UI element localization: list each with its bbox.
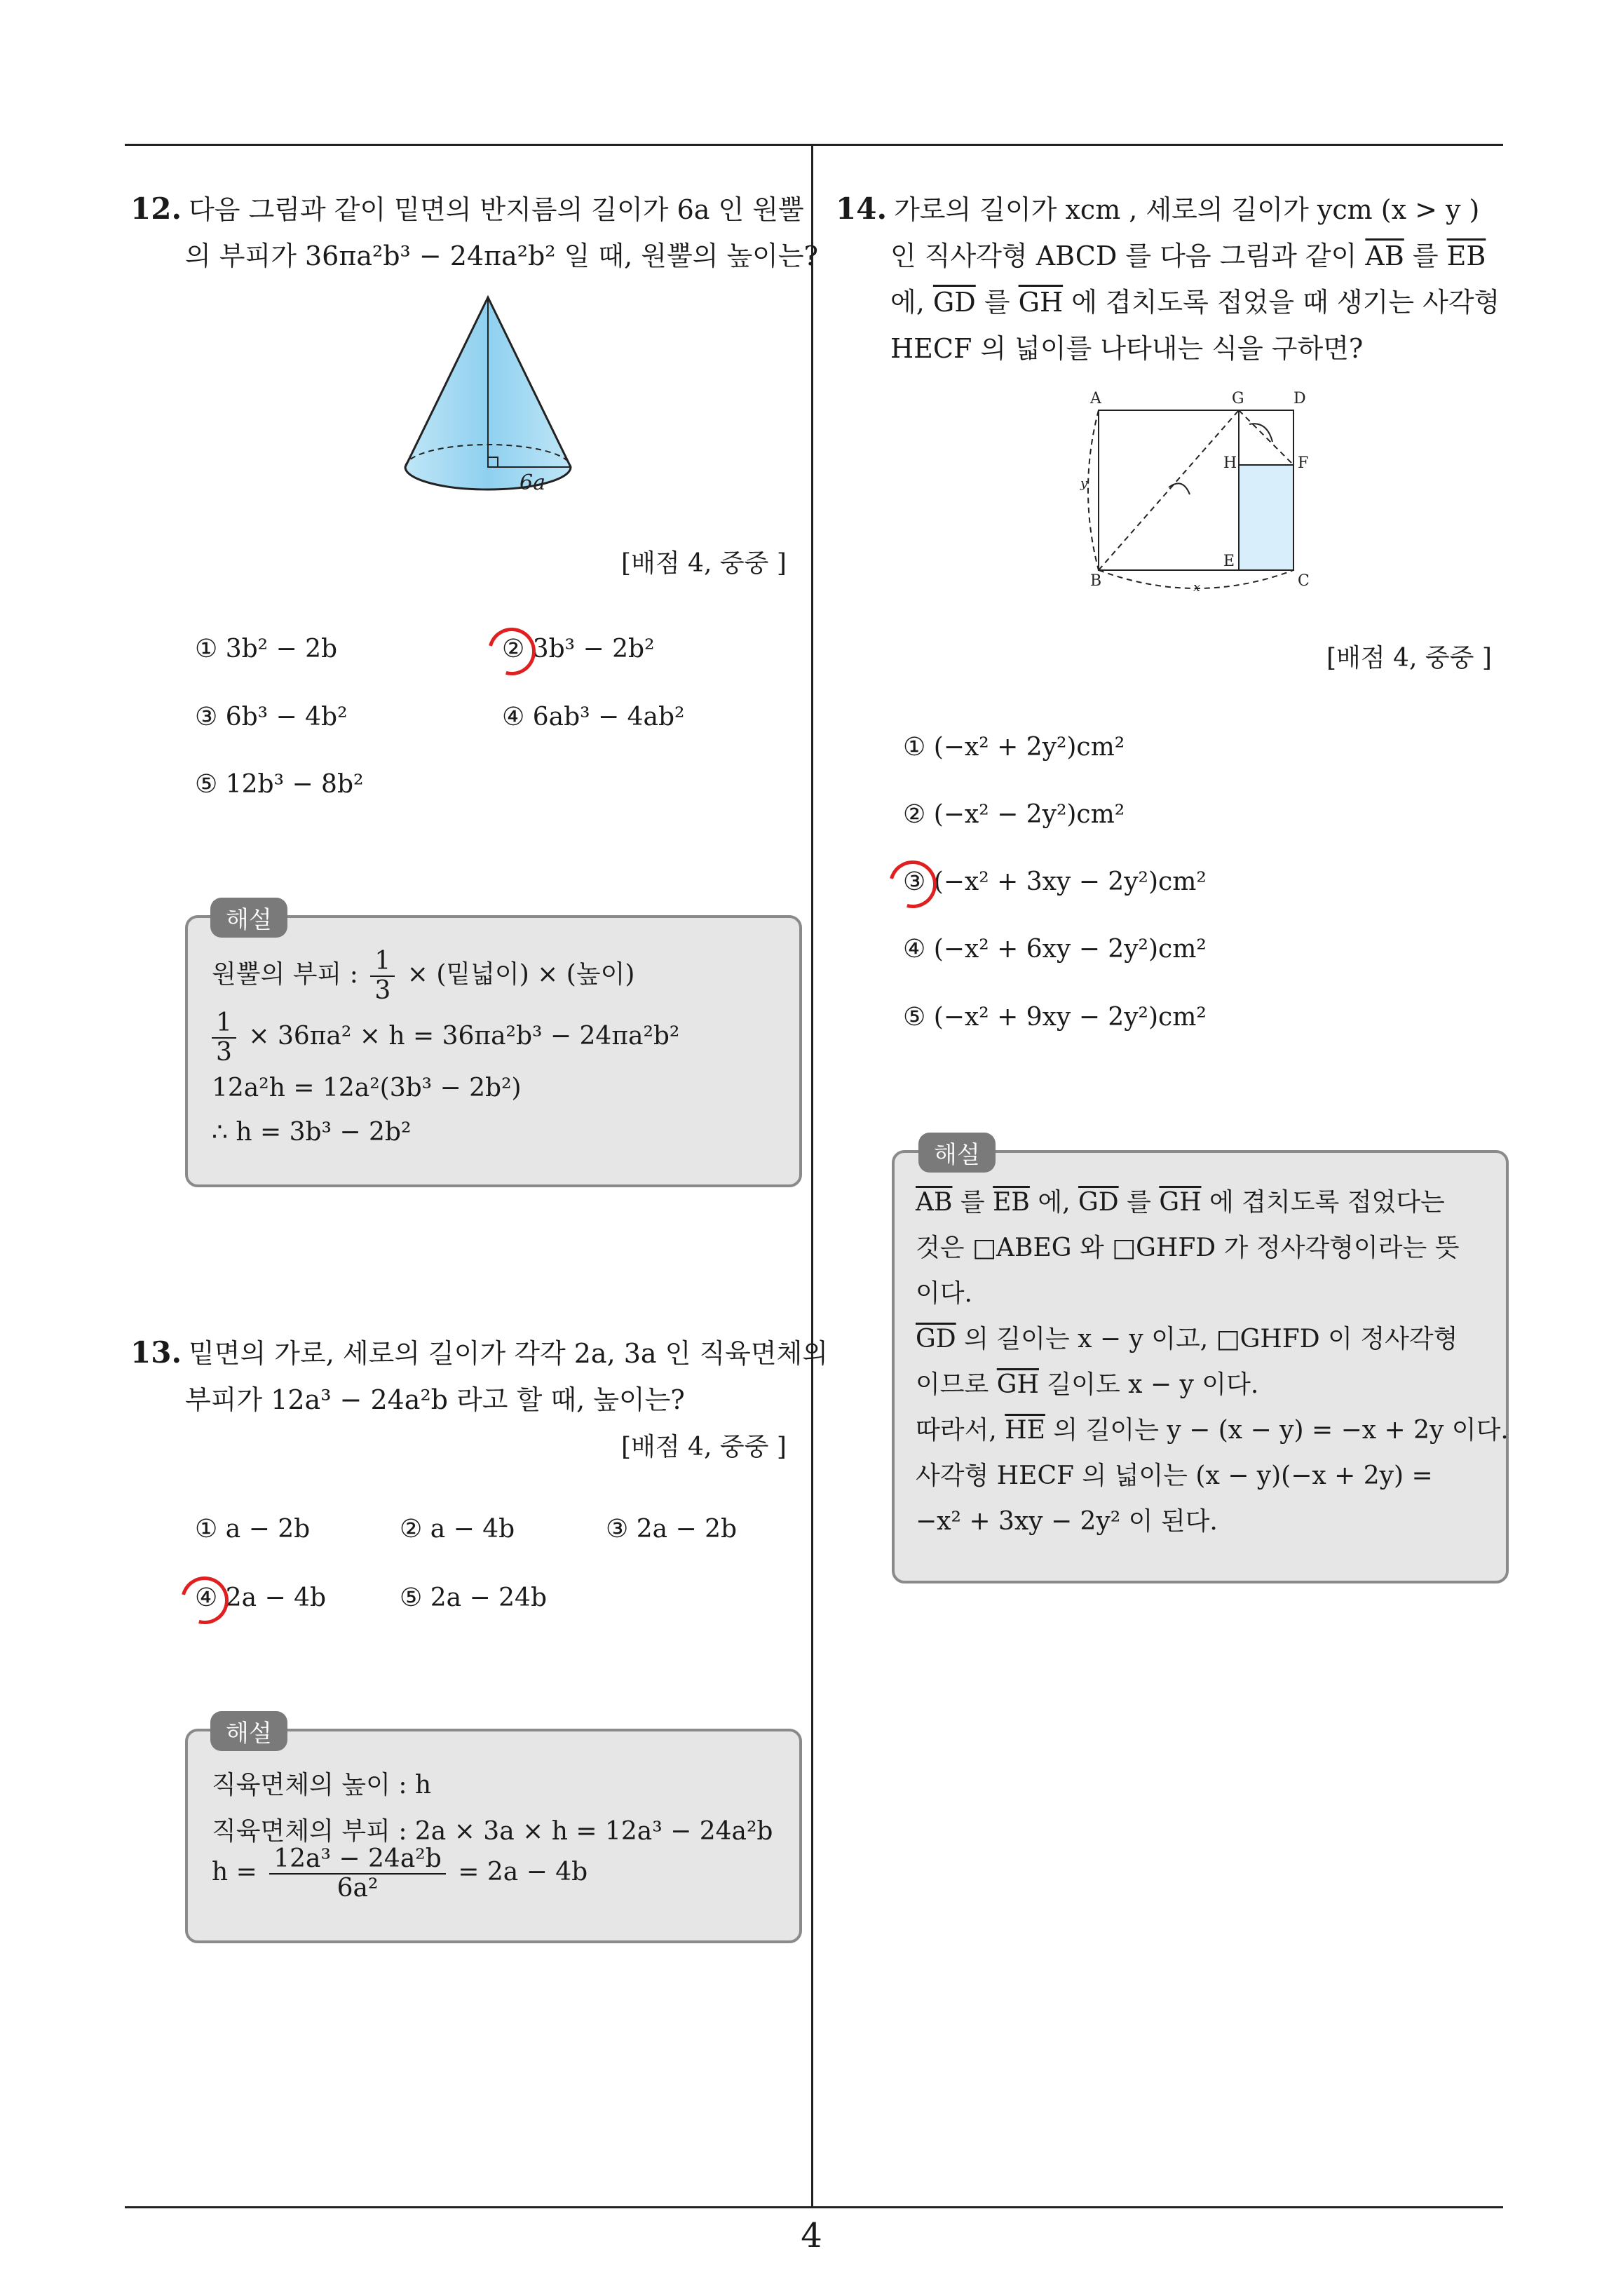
- solution-line-4: ∴ h = 3b³ − 2b²: [212, 1118, 412, 1147]
- solution-tag: 해설: [210, 1711, 287, 1751]
- solution-line-8: −x² + 3xy − 2y² 이 된다.: [916, 1507, 1218, 1536]
- answer-circle-mark: [881, 852, 946, 917]
- option-2[interactable]: ② a − 4b: [400, 1515, 515, 1544]
- solution-line-2: 것은 □ABEG 와 □GHFD 가 정사각형이라는 뜻: [916, 1234, 1460, 1262]
- solution-line-4: $\overline{GD}$ 의 길이는 x − y 이고, □GHFD 이 정사각형: [916, 1325, 1458, 1353]
- solution-line-3: h = $\frac{\text{12a³ − 24a²b}}{\text{6a²}}$ = 2a − 4b: [212, 1844, 588, 1903]
- option-3[interactable]: ③ 6b³ − 4b²: [195, 703, 348, 731]
- column-divider: [811, 144, 813, 2208]
- option-2[interactable]: ② (−x² − 2y²)cm²: [903, 800, 1125, 829]
- label-f: F: [1298, 454, 1309, 472]
- question-text: 의 부피가 36πa²b³ − 24πa²b² 일 때, 원뿔의 높이는?: [185, 241, 818, 271]
- solution-tag: 해설: [210, 898, 287, 938]
- solution-line-1: 직육면체의 높이 : h: [212, 1771, 432, 1799]
- question-text: 에, $\overline{GD}$ 를 $\overline{GH}$ 에 겹치도록 접었을 때 생기는 사각형: [890, 287, 1500, 318]
- score: [배점 4, 중중 ]: [621, 1433, 787, 1461]
- solution-box: [185, 915, 802, 1187]
- option-5[interactable]: ⑤ 12b³ − 8b²: [195, 770, 364, 799]
- question-text: 밑면의 가로, 세로의 길이가 각각 2a, 3a 인 직육면체의: [189, 1338, 828, 1369]
- radius-label: 6a: [520, 471, 545, 495]
- score: [배점 4, 중중 ]: [621, 549, 787, 578]
- label-e: E: [1223, 553, 1235, 570]
- option-4[interactable]: ④ 6ab³ − 4ab²: [502, 703, 685, 731]
- question-13: [130, 1330, 828, 1423]
- label-h: H: [1223, 454, 1237, 472]
- question-text: 인 직사각형 ABCD 를 다음 그림과 같이 $\overline{AB}$ 를 $\overline{EB}$: [890, 241, 1486, 271]
- question-text: 가로의 길이가 xcm , 세로의 길이가 ycm (x > y ): [894, 194, 1480, 225]
- question-text: 부피가 12a³ − 24a²b 라고 할 때, 높이는?: [185, 1384, 685, 1415]
- score: [배점 4, 중중 ]: [1326, 644, 1492, 673]
- option-4[interactable]: ④ 2a − 4b: [195, 1583, 327, 1612]
- solution-line-3: 이다.: [916, 1279, 972, 1308]
- option-3[interactable]: ③ 2a − 2b: [606, 1515, 738, 1544]
- question-number: 14.: [836, 191, 888, 226]
- solution-box: [185, 1729, 802, 1943]
- top-rule: [125, 144, 1503, 146]
- question-number: 13.: [130, 1335, 182, 1370]
- answer-circle-mark: [172, 1568, 238, 1633]
- solution-line-1: $\overline{AB}$ 를 $\overline{EB}$ 에, $\overline{GD}$ 를 $\overline{GH}$ 에 겹치도록 접었다는: [916, 1188, 1445, 1217]
- question-12: [130, 186, 818, 279]
- solution-line-2: 직육면체의 부피 : 2a × 3a × h = 12a³ − 24a²b: [212, 1817, 773, 1846]
- solution-line-3: 12a²h = 12a²(3b³ − 2b²): [212, 1074, 522, 1102]
- question-14: [836, 186, 1509, 372]
- question-text: 다음 그림과 같이 밑면의 반지름의 길이가 6a 인 원뿔: [189, 194, 804, 225]
- cone-figure: [397, 295, 579, 505]
- label-y: y: [1080, 476, 1088, 491]
- option-4[interactable]: ④ (−x² + 6xy − 2y²)cm²: [903, 935, 1207, 964]
- solution-box: [892, 1150, 1509, 1583]
- label-c: C: [1298, 572, 1310, 590]
- folded-rectangle-figure: [1078, 382, 1337, 593]
- solution-line-7: 사각형 HECF 의 넓이는 (x − y)(−x + 2y) =: [916, 1461, 1433, 1490]
- option-3[interactable]: ③ (−x² + 3xy − 2y²)cm²: [903, 867, 1207, 896]
- option-5[interactable]: ⑤ 2a − 24b: [400, 1583, 547, 1612]
- solution-line-5: 이므로 $\overline{GH}$ 길이도 x − y 이다.: [916, 1370, 1259, 1399]
- label-a: A: [1090, 390, 1101, 407]
- answer-circle-mark: [480, 619, 545, 684]
- label-x: x: [1193, 580, 1201, 593]
- page-number: 4: [801, 2216, 822, 2255]
- bottom-rule: [125, 2206, 1503, 2208]
- option-1[interactable]: ① 3b² − 2b: [195, 635, 338, 663]
- solution-line-2: $\frac{1}{3}$ × 36πa² × h = 36πa²b³ − 24πa²b²: [212, 1009, 679, 1067]
- question-text: HECF 의 넓이를 나타내는 식을 구하면?: [890, 333, 1364, 364]
- label-g: G: [1232, 390, 1244, 407]
- label-d: D: [1293, 390, 1306, 407]
- option-1[interactable]: ① a − 2b: [195, 1515, 311, 1544]
- solution-line-6: 따라서, $\overline{HE}$ 의 길이는 y − (x − y) = −x + 2y 이다.: [916, 1416, 1509, 1445]
- option-5[interactable]: ⑤ (−x² + 9xy − 2y²)cm²: [903, 1003, 1207, 1032]
- option-2[interactable]: ② 3b³ − 2b²: [502, 635, 655, 663]
- solution-tag: 해설: [918, 1133, 996, 1173]
- option-1[interactable]: ① (−x² + 2y²)cm²: [903, 733, 1125, 762]
- question-number: 12.: [130, 191, 182, 226]
- label-b: B: [1090, 572, 1102, 590]
- solution-line-1: 원뿔의 부피 : $\frac{1}{3}$ × (밑넓이) × (높이): [212, 947, 635, 1005]
